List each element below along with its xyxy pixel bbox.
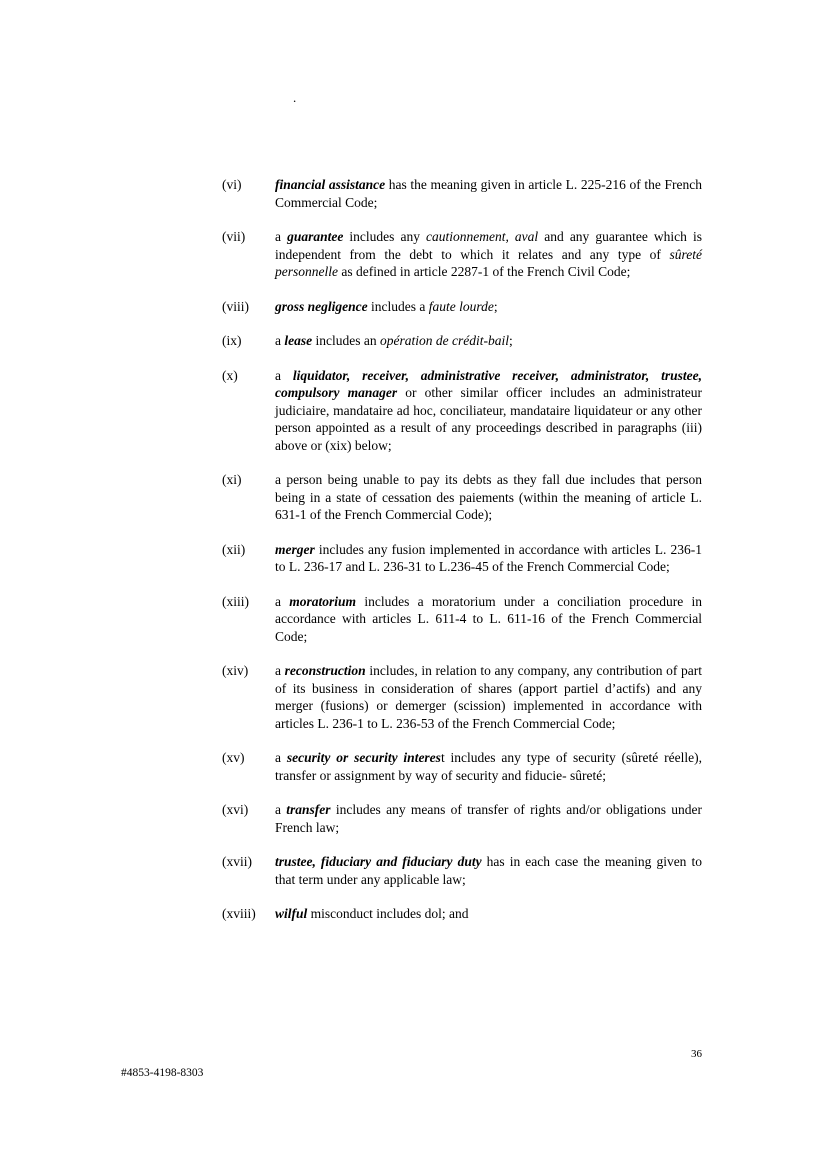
item-label: (vii) xyxy=(222,229,246,244)
list-item xyxy=(222,298,702,316)
list-item xyxy=(222,471,702,524)
page-number: 36 xyxy=(691,1048,702,1060)
item-label: (ix) xyxy=(222,333,242,348)
item-text: a security or security interest includes any type of security (sûreté réelle), transfer or assignment by way of security and fiducie- sûreté; xyxy=(275,750,702,783)
item-label: (xi) xyxy=(222,472,242,487)
definitions-list xyxy=(222,176,702,940)
item-label: (xvii) xyxy=(222,854,252,869)
item-label: (xvi) xyxy=(222,802,249,817)
list-item xyxy=(222,176,702,211)
list-item xyxy=(222,905,702,923)
item-label: (x) xyxy=(222,367,238,383)
item-text: a moratorium includes a moratorium under a conciliation procedure in accordance with articles L. 611-4 to L. 611-16 of the French Commercial Code; xyxy=(275,593,702,644)
item-label: (viii) xyxy=(222,298,249,314)
list-item xyxy=(222,332,702,350)
item-text: merger includes any fusion implemented in accordance with articles L. 236-1 to L. 236-17 and L. 236-31 to L.236-45 of the French Commercial Code; xyxy=(275,541,702,574)
document-reference-footer: #4853-4198-8303 xyxy=(121,1067,204,1079)
item-text: a liquidator, receiver, administrative receiver, administrator, trustee, compulsory manager or other similar officer includes an administrateur judiciaire, mandataire ad hoc, conciliateur, mandataire liquidateur or any other person appointed as a result of any proceedings described in paragraphs (iii) above or (xix) below; xyxy=(275,367,703,453)
item-label: (xv) xyxy=(222,750,245,765)
list-item xyxy=(222,662,702,732)
list-item xyxy=(222,367,702,455)
item-text: a reconstruction includes, in relation to any company, any contribution of part of its business in consideration of shares (apport partiel d’actifs) and any merger (fusions) or demerger (scission) implemented in accordance with articles L. 236-1 to L. 236-53 of the French Commercial Code; xyxy=(275,663,702,731)
list-item xyxy=(222,228,702,281)
stray-period-mark: . xyxy=(293,90,297,105)
list-item xyxy=(222,853,702,888)
list-item xyxy=(222,749,702,784)
item-text: gross negligence includes a faute lourde; xyxy=(275,298,498,314)
item-text: financial assistance has the meaning given in article L. 225-216 of the French Commercial Code; xyxy=(275,177,702,210)
item-label: (xviii) xyxy=(222,906,256,921)
item-text: a guarantee includes any cautionnement, aval and any guarantee which is independent from the debt to which it relates and any type of sûreté personnelle as defined in article 2287-1 of the French Civil Code; xyxy=(275,229,702,279)
item-text: a transfer includes any means of transfer of rights and/or obligations under French law; xyxy=(275,802,702,835)
item-label: (vi) xyxy=(222,177,242,192)
list-item xyxy=(222,541,702,576)
item-text: wilful misconduct includes dol; and xyxy=(275,906,469,921)
item-text: trustee, fiduciary and fiduciary duty has in each case the meaning given to that term under any applicable law; xyxy=(275,854,702,887)
list-item xyxy=(222,593,702,646)
item-label: (xiii) xyxy=(222,593,249,609)
item-text: a lease includes an opération de crédit-bail; xyxy=(275,333,513,348)
list-item xyxy=(222,801,702,836)
item-text: a person being unable to pay its debts as they fall due includes that person being in a state of cessation des paiements (within the meaning of article L. 631-1 of the French Commercial Code); xyxy=(275,472,702,522)
item-label: (xii) xyxy=(222,541,246,557)
item-label: (xiv) xyxy=(222,663,249,678)
